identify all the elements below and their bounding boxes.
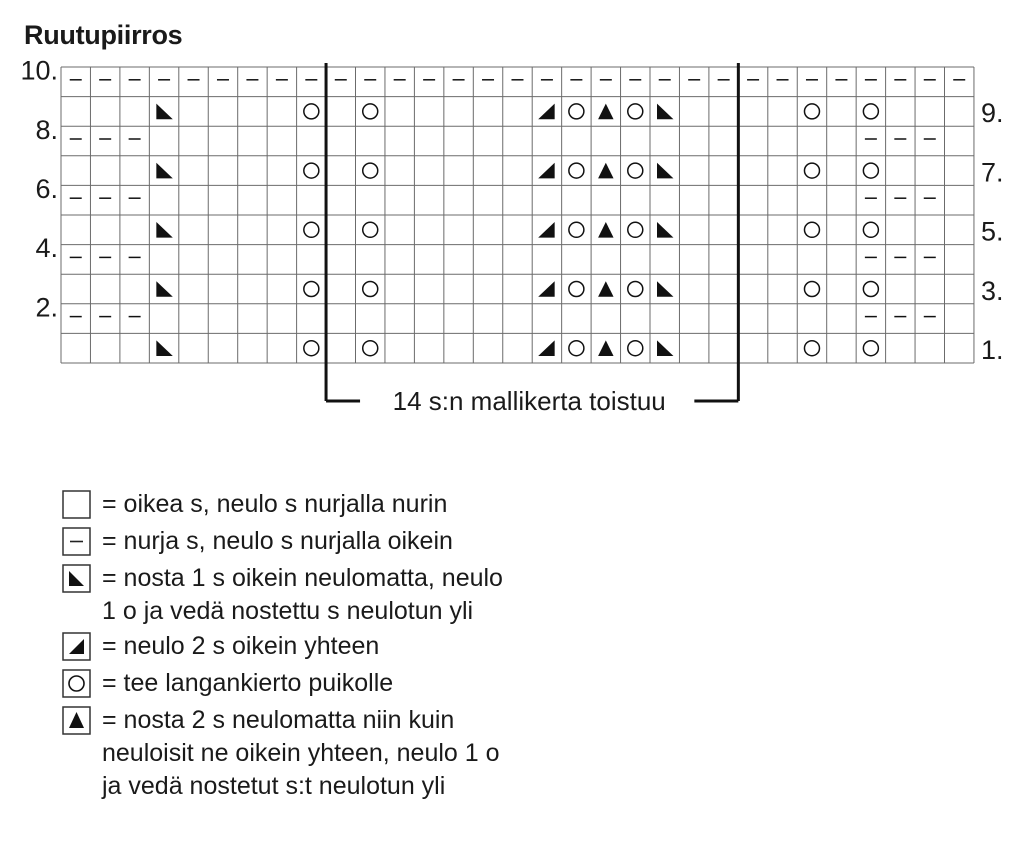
ssk-icon xyxy=(62,564,91,593)
repeat-label: 14 s:n mallikerta toistuu xyxy=(392,386,666,416)
row-label-3: 3. xyxy=(980,275,1004,306)
row-label-4: 4. xyxy=(35,233,58,264)
row-label-9: 9. xyxy=(980,98,1004,129)
legend-item-ssk xyxy=(62,562,503,630)
legend-text: = tee langankierto puikolle xyxy=(102,669,394,697)
legend-item-knit xyxy=(62,488,503,525)
legend-text: = oikea s, neulo s nurjalla nurin xyxy=(102,490,448,518)
row-label-7: 7. xyxy=(980,157,1004,188)
legend xyxy=(62,488,503,807)
row-label-1: 1. xyxy=(980,335,1004,365)
knit-stitch-icon xyxy=(62,490,91,519)
legend-item-s2kp xyxy=(62,704,503,807)
legend-item-purl xyxy=(62,525,503,562)
s2kp-icon xyxy=(62,706,91,735)
row-label-10: 10. xyxy=(20,55,58,86)
legend-text: ja vedä nostetut s:t neulotun yli xyxy=(102,772,446,800)
chart-title: Ruutupiirros xyxy=(24,20,183,50)
legend-text: 1 o ja vedä nostettu s neulotun yli xyxy=(102,597,474,625)
row-label-6: 6. xyxy=(35,174,58,204)
legend-item-yo xyxy=(62,667,503,704)
legend-text: neuloisit ne oikein yhteen, neulo 1 o xyxy=(102,739,500,767)
yarn-over-icon xyxy=(62,669,91,698)
legend-text: = nosta 2 s neulomatta niin kuin xyxy=(102,706,455,734)
row-label-5: 5. xyxy=(980,216,1004,247)
legend-text: = neulo 2 s oikein yhteen xyxy=(102,632,380,660)
purl-stitch-icon xyxy=(62,527,91,556)
legend-text: = nurja s, neulo s nurjalla oikein xyxy=(102,527,453,555)
row-label-8: 8. xyxy=(35,114,58,145)
legend-text: = nosta 1 s oikein neulomatta, neulo xyxy=(102,564,503,592)
k2tog-icon xyxy=(62,632,91,661)
legend-item-k2tog xyxy=(62,630,503,667)
row-label-2: 2. xyxy=(35,292,58,323)
